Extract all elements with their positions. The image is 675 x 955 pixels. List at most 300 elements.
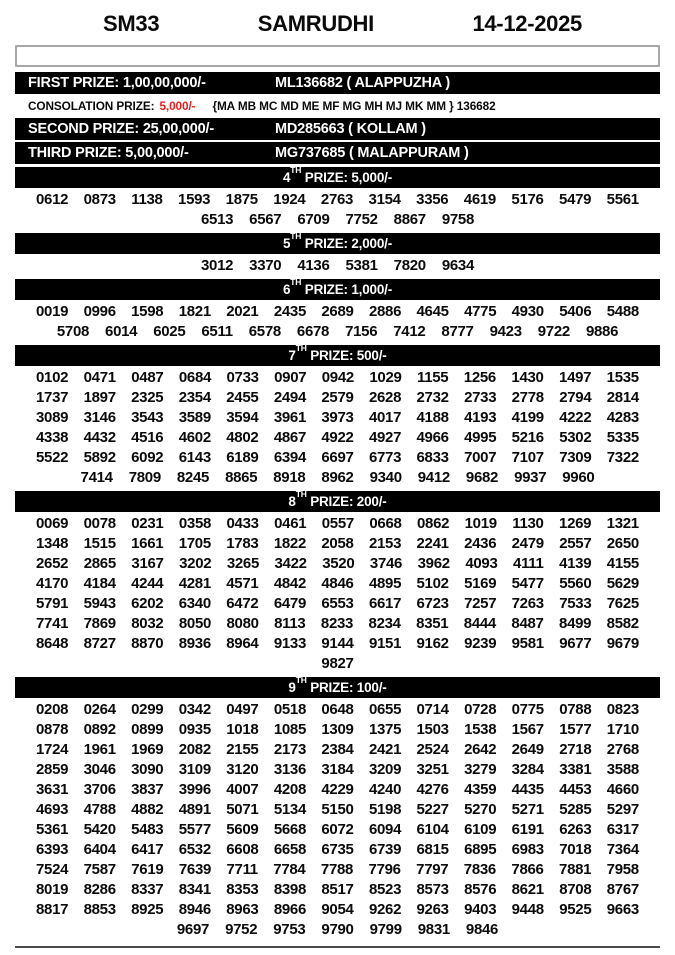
- winning-number: 0823: [606, 701, 639, 718]
- winning-number: 8444: [463, 615, 496, 632]
- winning-number: 0208: [36, 701, 69, 718]
- winning-number: 2021: [226, 303, 259, 320]
- winning-number: 2579: [321, 389, 354, 406]
- winning-number: 6143: [178, 449, 211, 466]
- winning-number: 4788: [83, 801, 116, 818]
- winning-number: 4882: [131, 801, 164, 818]
- winning-number: 6025: [153, 323, 186, 340]
- winning-number: 5169: [464, 575, 497, 592]
- winning-number: 2524: [416, 741, 449, 758]
- winning-number: 5561: [606, 191, 639, 208]
- winning-number: 3746: [369, 555, 403, 572]
- winning-number: 2421: [368, 741, 402, 758]
- winning-number: 9581: [511, 635, 544, 652]
- winning-number: 4093: [465, 555, 498, 572]
- winning-number: 4244: [131, 575, 164, 592]
- winning-number: 1710: [606, 721, 639, 738]
- winning-number: 8708: [559, 881, 592, 898]
- consolation-amount: 5,000/-: [159, 99, 196, 113]
- winning-number: 0899: [131, 721, 164, 738]
- winning-number: 7414: [80, 469, 113, 486]
- number-row: [15, 760, 660, 780]
- winning-number: 0557: [321, 515, 354, 532]
- winning-number: 8870: [131, 635, 164, 652]
- winning-number: 8234: [368, 615, 401, 632]
- winning-number: 7788: [320, 861, 354, 878]
- winning-number: 2733: [464, 389, 497, 406]
- winning-number: 4846: [321, 575, 354, 592]
- winning-number: 8080: [226, 615, 259, 632]
- number-row: [15, 514, 660, 534]
- winning-number: 5381: [345, 257, 378, 274]
- number-row: [15, 820, 660, 840]
- winning-number: 3109: [178, 761, 211, 778]
- winning-number: 7796: [368, 861, 401, 878]
- winning-number: 7797: [416, 861, 449, 878]
- winning-number: 7156: [345, 323, 378, 340]
- winning-number: 6658: [273, 841, 306, 858]
- winning-number: 6678: [296, 323, 330, 340]
- winning-number: 5176: [511, 191, 544, 208]
- winning-number: 4155: [606, 555, 639, 572]
- winning-number: 0684: [178, 369, 212, 386]
- lottery-name: SAMRUDHI: [257, 11, 374, 36]
- winning-number: 7625: [606, 595, 639, 612]
- winning-number: 8777: [441, 323, 474, 340]
- number-row: [15, 448, 660, 468]
- winning-number: 1661: [131, 535, 164, 552]
- number-row: [15, 634, 660, 654]
- winning-number: 0433: [226, 515, 259, 532]
- winning-number: 6094: [368, 821, 402, 838]
- winning-number: 2649: [511, 741, 544, 758]
- winning-number: 1924: [273, 191, 306, 208]
- number-row: [15, 468, 660, 488]
- winning-number: 5479: [559, 191, 592, 208]
- winning-number: 0358: [178, 515, 212, 532]
- winning-number: 6739: [368, 841, 402, 858]
- winning-number: 4435: [511, 781, 544, 798]
- winning-number: 5285: [559, 801, 592, 818]
- winning-number: 5577: [178, 821, 211, 838]
- winning-number: 3706: [83, 781, 116, 798]
- winning-number: 9262: [368, 901, 402, 918]
- winning-number: 4338: [36, 429, 69, 446]
- winning-number: 0612: [36, 191, 69, 208]
- winning-number: 4660: [606, 781, 639, 798]
- winning-number: 3089: [36, 409, 69, 426]
- prize-7th-header: 7TH PRIZE: 500/-: [15, 345, 660, 366]
- number-row: [15, 740, 660, 760]
- winning-number: 4359: [464, 781, 497, 798]
- winning-number: 5629: [606, 575, 639, 592]
- winning-number: 8019: [36, 881, 69, 898]
- winning-number: 8936: [178, 635, 211, 652]
- winning-number: 1737: [36, 389, 69, 406]
- winning-number: 4222: [559, 409, 592, 426]
- winning-number: 6417: [131, 841, 164, 858]
- winning-number: 0775: [511, 701, 544, 718]
- winning-number: 1138: [131, 191, 163, 208]
- winning-number: 4139: [559, 555, 592, 572]
- winning-number: 9340: [369, 469, 402, 486]
- number-row: [15, 780, 660, 800]
- winning-number: 1130: [512, 515, 544, 532]
- winning-number: 3520: [322, 555, 355, 572]
- winning-number: 0668: [369, 515, 402, 532]
- winning-number: 3543: [131, 409, 164, 426]
- number-row: [15, 388, 660, 408]
- winning-number: 0471: [83, 369, 116, 386]
- prize-9th-header: 9TH PRIZE: 100/-: [15, 677, 660, 698]
- winning-number: 5609: [226, 821, 259, 838]
- second-prize-label: SECOND PRIZE: 25,00,000/-: [28, 121, 214, 137]
- winning-number: 4895: [368, 575, 402, 592]
- number-row: [15, 554, 660, 574]
- winning-number: 1029: [369, 369, 402, 386]
- winning-number: 9682: [465, 469, 499, 486]
- winning-number: 4432: [83, 429, 116, 446]
- number-row: [15, 920, 660, 940]
- winning-number: 6735: [321, 841, 354, 858]
- draw-code: SM33: [103, 11, 160, 36]
- winning-number: 7587: [83, 861, 116, 878]
- winning-number: 9634: [441, 257, 475, 274]
- winning-number: 7809: [128, 469, 161, 486]
- winning-number: 3146: [83, 409, 116, 426]
- winning-number: 5483: [131, 821, 164, 838]
- winning-number: 0019: [36, 303, 69, 320]
- winning-number: 0461: [274, 515, 307, 532]
- winning-number: 7866: [511, 861, 544, 878]
- winning-number: 8963: [226, 901, 259, 918]
- winning-number: 2153: [368, 535, 402, 552]
- winning-number: 1085: [273, 721, 306, 738]
- winning-number: 9799: [369, 921, 402, 938]
- winning-number: 8648: [36, 635, 69, 652]
- winning-number: 3090: [131, 761, 164, 778]
- winning-number: 8767: [606, 881, 639, 898]
- second-prize-bar: [15, 118, 660, 140]
- winning-number: 4007: [226, 781, 259, 798]
- winning-number: 5134: [273, 801, 306, 818]
- winning-number: 5150: [321, 801, 354, 818]
- winning-number: 5297: [606, 801, 639, 818]
- winning-number: 4281: [178, 575, 211, 592]
- number-row: [15, 210, 660, 230]
- winning-number: 8918: [273, 469, 306, 486]
- winning-number: 4240: [368, 781, 402, 798]
- winning-number: 6608: [226, 841, 259, 858]
- winning-number: 6553: [321, 595, 354, 612]
- winning-number: 0907: [274, 369, 307, 386]
- winning-number: 1269: [559, 515, 592, 532]
- winning-number: 5302: [559, 429, 592, 446]
- winning-number: 5198: [368, 801, 402, 818]
- winning-number: 2650: [606, 535, 639, 552]
- winning-number: 3251: [416, 761, 449, 778]
- draw-date: 14-12-2025: [472, 11, 582, 36]
- third-prize-label: THIRD PRIZE: 5,00,000/-: [28, 145, 189, 161]
- winning-number: 1535: [606, 369, 639, 386]
- number-row: [15, 408, 660, 428]
- winning-number: 0996: [83, 303, 116, 320]
- winning-number: 9722: [537, 323, 570, 340]
- winning-number: 2455: [226, 389, 259, 406]
- winning-number: 6263: [559, 821, 592, 838]
- winning-number: 5335: [606, 429, 639, 446]
- winning-number: 2794: [559, 389, 592, 406]
- winning-number: 2763: [320, 191, 354, 208]
- winning-number: 9937: [514, 469, 547, 486]
- winning-number: 3631: [36, 781, 69, 798]
- winning-number: 6014: [105, 323, 138, 340]
- winning-number: 3265: [226, 555, 259, 572]
- winning-number: 2436: [464, 535, 497, 552]
- winning-number: 3370: [249, 257, 282, 274]
- winning-number: 8245: [176, 469, 210, 486]
- winning-number: 6723: [416, 595, 449, 612]
- winning-number: 0862: [417, 515, 450, 532]
- winning-number: 4966: [416, 429, 449, 446]
- winning-number: 1497: [559, 369, 592, 386]
- winning-number: 9697: [176, 921, 210, 938]
- winning-number: 5668: [273, 821, 306, 838]
- winning-number: 7309: [559, 449, 592, 466]
- winning-number: 1348: [36, 535, 69, 552]
- winning-number: 4453: [559, 781, 592, 798]
- winning-number: 9960: [562, 469, 595, 486]
- winning-number: 1256: [463, 369, 496, 386]
- winning-number: 9677: [559, 635, 592, 652]
- winning-number: 9162: [416, 635, 449, 652]
- number-row: [15, 900, 660, 920]
- winning-number: 3120: [226, 761, 259, 778]
- winning-number: 1577: [559, 721, 592, 738]
- winning-number: 1538: [464, 721, 497, 738]
- winning-number: 9790: [321, 921, 354, 938]
- winning-number: 2435: [273, 303, 306, 320]
- winning-number: 4930: [511, 303, 544, 320]
- winning-number: 7784: [273, 861, 306, 878]
- winning-number: 9752: [225, 921, 258, 938]
- first-prize-winner: ML136682 ( ALAPPUZHA ): [275, 75, 451, 91]
- winning-number: 5216: [511, 429, 544, 446]
- winning-number: 4111: [513, 555, 544, 572]
- winning-number: 9054: [321, 901, 354, 918]
- winning-number: 8962: [321, 469, 354, 486]
- winning-number: 1309: [321, 721, 354, 738]
- winning-number: 0069: [36, 515, 69, 532]
- winning-number: 8621: [511, 881, 544, 898]
- winning-number: 6567: [249, 211, 282, 228]
- winning-number: 6895: [464, 841, 497, 858]
- winning-number: 6709: [297, 211, 330, 228]
- number-row: [15, 860, 660, 880]
- consolation-series: {MA MB MC MD ME MF MG MH MJ MK MM } 136682: [212, 99, 496, 113]
- winning-number: 2859: [36, 761, 69, 778]
- winning-number: 3154: [368, 191, 401, 208]
- header-row: [15, 6, 660, 40]
- winning-number: 4184: [83, 575, 116, 592]
- winning-number: 9663: [606, 901, 639, 918]
- winning-number: 3422: [274, 555, 307, 572]
- winning-number: 2778: [511, 389, 544, 406]
- prize-4th-header: 4TH PRIZE: 5,000/-: [15, 167, 660, 188]
- winning-number: 0299: [131, 701, 164, 718]
- winning-number: 0728: [464, 701, 497, 718]
- winning-number: 4602: [178, 429, 211, 446]
- winning-number: 6511: [201, 323, 233, 340]
- winning-number: 7364: [606, 841, 639, 858]
- winning-number: 8233: [320, 615, 354, 632]
- winning-number: 0648: [321, 701, 354, 718]
- winning-number: 6617: [368, 595, 402, 612]
- winning-number: 8573: [416, 881, 449, 898]
- winning-number: 3012: [200, 257, 234, 274]
- winning-number: 8353: [226, 881, 259, 898]
- winning-number: 4199: [511, 409, 544, 426]
- winning-number: 8865: [225, 469, 258, 486]
- winning-number: 3136: [273, 761, 306, 778]
- winning-number: 6340: [178, 595, 211, 612]
- winning-number: 5271: [511, 801, 544, 818]
- winning-number: 9239: [464, 635, 497, 652]
- winning-number: 8964: [226, 635, 259, 652]
- winning-number: 2768: [606, 741, 639, 758]
- winning-number: 9846: [465, 921, 499, 938]
- winning-number: 8853: [83, 901, 116, 918]
- winning-number: 6472: [226, 595, 259, 612]
- winning-number: 3594: [226, 409, 259, 426]
- winning-number: 2082: [178, 741, 211, 758]
- winning-number: 3209: [368, 761, 402, 778]
- winning-number: 0733: [226, 369, 259, 386]
- winning-number: 1822: [273, 535, 306, 552]
- winning-number: 5522: [36, 449, 69, 466]
- number-row: [15, 720, 660, 740]
- winning-number: 8523: [368, 881, 402, 898]
- winning-number: 9144: [321, 635, 354, 652]
- winning-number: 3284: [511, 761, 544, 778]
- winning-number: 1515: [83, 535, 116, 552]
- prize-sections: [15, 164, 660, 940]
- winning-number: 6092: [131, 449, 164, 466]
- winning-number: 7881: [559, 861, 592, 878]
- winning-number: 7533: [559, 595, 592, 612]
- winning-number: 0102: [36, 369, 69, 386]
- winning-number: 7869: [83, 615, 116, 632]
- winning-number: 9133: [273, 635, 306, 652]
- third-prize-winner: MG737685 ( MALAPPURAM ): [275, 145, 469, 161]
- winning-number: 0655: [368, 701, 402, 718]
- winning-number: 1724: [36, 741, 69, 758]
- winning-number: 4283: [606, 409, 639, 426]
- winning-number: 6393: [36, 841, 69, 858]
- winning-number: 6815: [416, 841, 449, 858]
- winning-number: 2814: [606, 389, 639, 406]
- winning-number: 8582: [606, 615, 639, 632]
- winning-number: 1018: [226, 721, 259, 738]
- number-row: [15, 840, 660, 860]
- winning-number: 3046: [83, 761, 116, 778]
- number-row: [15, 700, 660, 720]
- winning-number: 3589: [178, 409, 211, 426]
- winning-number: 4867: [273, 429, 306, 446]
- winning-number: 1321: [606, 515, 639, 532]
- number-row: [15, 574, 660, 594]
- winning-number: 0714: [416, 701, 449, 718]
- winning-number: 9525: [559, 901, 592, 918]
- winning-number: 0078: [83, 515, 116, 532]
- winning-number: 5488: [606, 303, 639, 320]
- winning-number: 7752: [345, 211, 378, 228]
- number-row: [15, 654, 660, 674]
- winning-number: 6104: [416, 821, 449, 838]
- winning-number: 7007: [464, 449, 497, 466]
- winning-number: 4891: [178, 801, 211, 818]
- winning-number: 2732: [416, 389, 449, 406]
- winning-number: 6833: [416, 449, 449, 466]
- winning-number: 1961: [83, 741, 116, 758]
- winning-number: 7107: [511, 449, 544, 466]
- winning-number: 3356: [416, 191, 449, 208]
- winning-number: 3279: [464, 761, 497, 778]
- winning-number: 2173: [273, 741, 306, 758]
- winning-number: 7412: [393, 323, 426, 340]
- winning-number: 0342: [178, 701, 211, 718]
- winning-number: 4693: [36, 801, 69, 818]
- winning-number: 6317: [606, 821, 639, 838]
- number-row: [15, 534, 660, 554]
- winning-number: 1783: [226, 535, 259, 552]
- winning-number: 7836: [463, 861, 496, 878]
- first-prize-label: FIRST PRIZE: 1,00,00,000/-: [28, 75, 206, 91]
- winning-number: 5477: [511, 575, 544, 592]
- prize-5th-header: 5TH PRIZE: 2,000/-: [15, 233, 660, 254]
- winning-number: 8032: [131, 615, 164, 632]
- winning-number: 3167: [131, 555, 164, 572]
- winning-number: 8727: [83, 635, 116, 652]
- winning-number: 3202: [179, 555, 212, 572]
- winning-number: 4208: [273, 781, 306, 798]
- winning-number: 4922: [321, 429, 354, 446]
- second-prize-winner: MD285663 ( KOLLAM ): [275, 121, 426, 137]
- winning-number: 9423: [489, 323, 522, 340]
- winning-number: 7741: [36, 615, 69, 632]
- winning-number: 6773: [368, 449, 402, 466]
- winning-number: 5420: [83, 821, 116, 838]
- number-row: [15, 800, 660, 820]
- winning-number: 8487: [511, 615, 544, 632]
- winning-number: 4193: [464, 409, 497, 426]
- winning-number: 1969: [131, 741, 164, 758]
- winning-number: 5708: [56, 323, 90, 340]
- winning-number: 2652: [36, 555, 69, 572]
- winning-number: 4136: [297, 257, 330, 274]
- winning-number: 6191: [511, 821, 544, 838]
- winning-number: 7263: [511, 595, 544, 612]
- winning-number: 6983: [511, 841, 544, 858]
- winning-number: 6513: [200, 211, 234, 228]
- winning-number: 4170: [36, 575, 69, 592]
- winning-number: 9886: [585, 323, 619, 340]
- winning-number: 3973: [321, 409, 354, 426]
- number-row: [15, 190, 660, 210]
- winning-number: 6479: [273, 595, 306, 612]
- winning-number: 4276: [416, 781, 449, 798]
- winning-number: 6202: [131, 595, 164, 612]
